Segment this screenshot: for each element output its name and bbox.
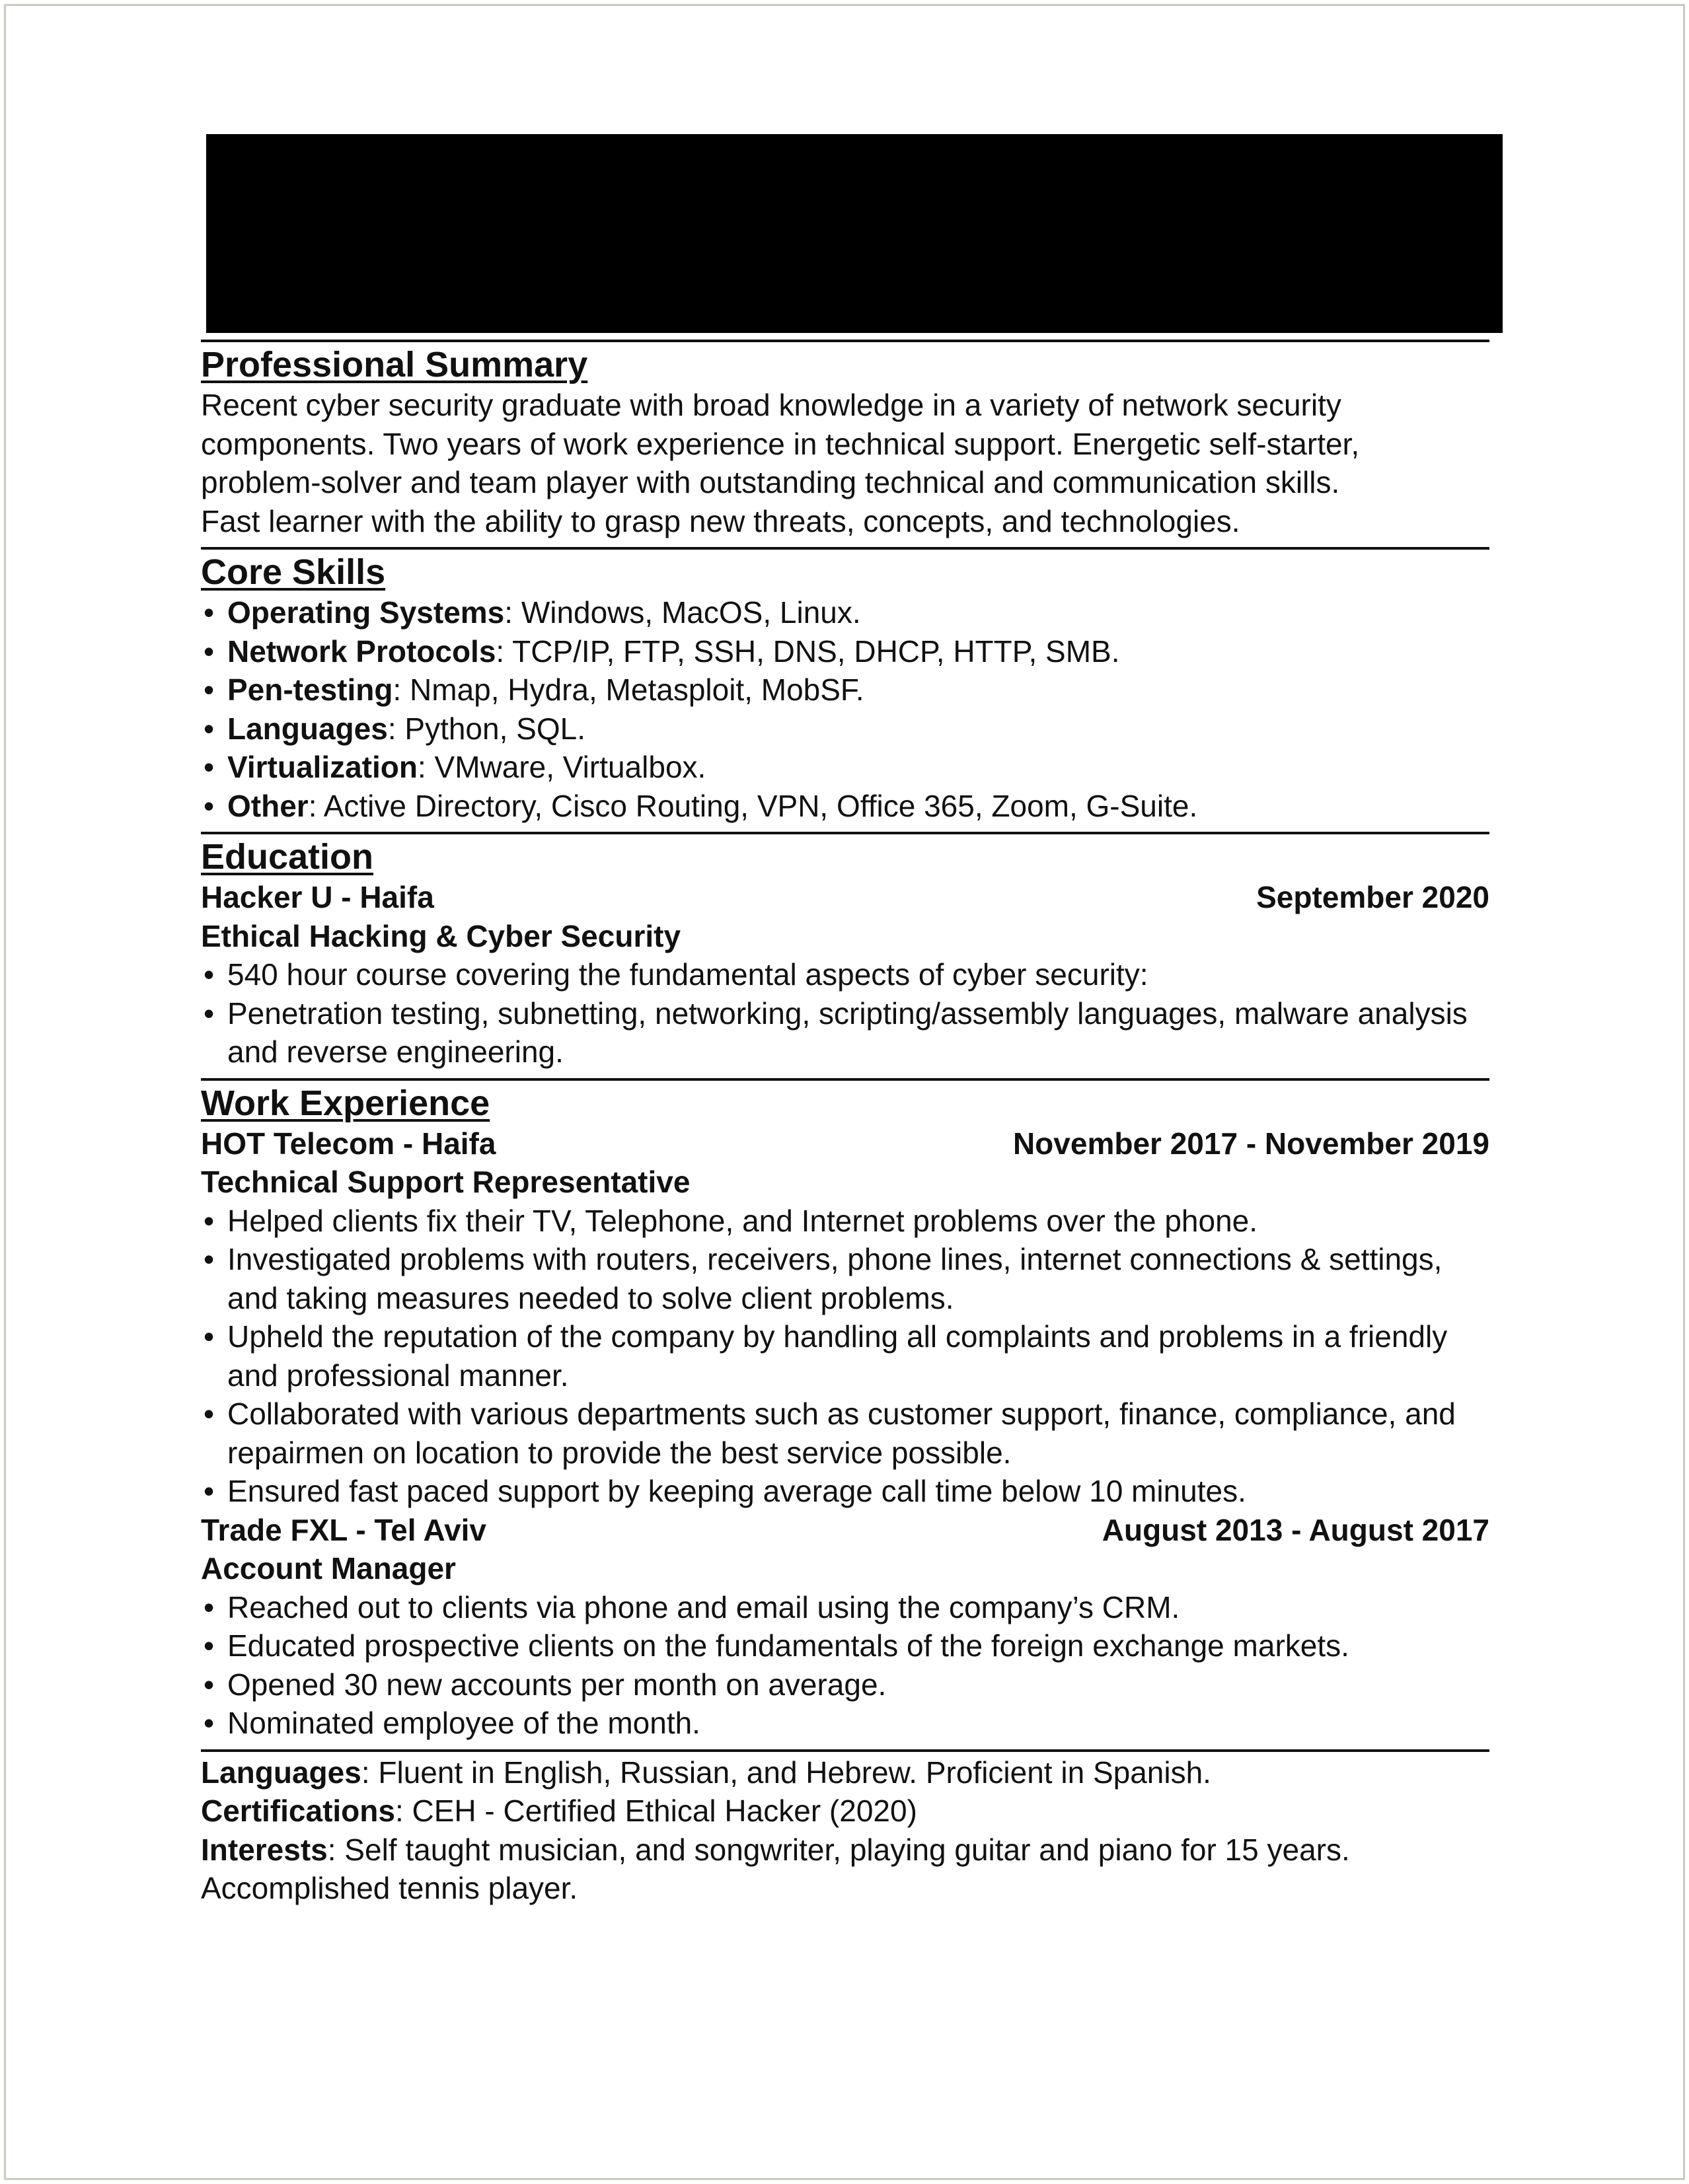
bullet-icon: • (204, 996, 215, 1031)
company-name: Trade FXL - Tel Aviv (201, 1512, 487, 1547)
skill-value: : Active Directory, Cisco Routing, VPN, Office 365, Zoom, G-Suite. (308, 788, 1198, 823)
section-divider (201, 547, 1489, 550)
job-bullet-text: Ensured fast paced support by keeping average call time below 10 minutes. (227, 1474, 1246, 1508)
bullet-icon: • (204, 1319, 215, 1354)
job-role: Account Manager (201, 1551, 456, 1585)
job-bullet-text: Upheld the reputation of the company by handling all complaints and problems in a friendly and professional manner. (227, 1319, 1448, 1393)
bullet-icon: • (204, 1628, 215, 1663)
skill-value: : Windows, MacOS, Linux. (504, 595, 861, 630)
education-header-row (201, 878, 1489, 917)
summary-line: Recent cyber security graduate with broad knowledge in a variety of network security (201, 388, 1341, 422)
work-section (201, 1082, 1489, 1743)
skill-label: Other (227, 788, 309, 823)
job-header-row (201, 1511, 1489, 1550)
program-name: Ethical Hacking & Cyber Security (201, 918, 681, 953)
bullet-icon: • (204, 673, 215, 707)
school-name: Hacker U - Haifa (201, 880, 434, 914)
summary-line: Fast learner with the ability to grasp new threats, concepts, and technologies. (201, 503, 1240, 538)
summary-line: problem-solver and team player with outstanding technical and communication skills. (201, 465, 1340, 499)
skill-item (201, 593, 1489, 632)
job-bullets (201, 1588, 1489, 1743)
summary-line: components. Two years of work experience in technical support. Energetic self-starter, (201, 426, 1360, 461)
skill-label: Virtualization (227, 750, 418, 784)
extras-section (201, 1753, 1489, 1908)
education-bullet (201, 955, 1489, 994)
job-bullet (201, 1240, 1489, 1317)
skill-label: Languages (227, 711, 388, 746)
certifications-value: : CEH - Certified Ethical Hacker (2020) (394, 1794, 917, 1828)
job-bullet-text: Helped clients fix their TV, Telephone, and Internet problems over the phone. (227, 1203, 1258, 1238)
skill-item (201, 710, 1489, 748)
summary-section (201, 344, 1489, 540)
job-bullet-text: Opened 30 new accounts per month on average. (227, 1667, 887, 1702)
skill-label: Operating Systems (227, 595, 505, 630)
certifications-line (201, 1792, 1489, 1831)
work-title: Work Experience (201, 1083, 490, 1123)
job-bullet (201, 1317, 1489, 1395)
job-bullet-text: Investigated problems with routers, receivers, phone lines, internet connections & settings, and taking measures needed to solve client problems. (227, 1242, 1443, 1315)
skill-item (201, 787, 1489, 826)
job-bullet (201, 1395, 1489, 1472)
job-bullets (201, 1202, 1489, 1511)
certifications-label: Certifications (201, 1794, 395, 1828)
bullet-icon: • (204, 750, 215, 784)
languages-value: : Fluent in English, Russian, and Hebrew. Proficient in Spanish. (361, 1755, 1211, 1790)
job-bullet (201, 1704, 1489, 1743)
job-header-row (201, 1124, 1489, 1163)
interests-label: Interests (201, 1832, 328, 1867)
bullet-icon: • (204, 1397, 215, 1431)
job-dates: November 2017 - November 2019 (1012, 1126, 1489, 1161)
job-bullet (201, 1472, 1489, 1511)
skills-title: Core Skills (201, 552, 386, 592)
job-bullet-text: Reached out to clients via phone and email using the company’s CRM. (227, 1589, 1180, 1624)
skill-value: : Python, SQL. (387, 711, 585, 746)
education-list (201, 955, 1489, 1072)
section-divider (201, 340, 1489, 342)
interests-value: : Self taught musician, and songwriter, playing guitar and piano for 15 years. Accomplished tennis player. (201, 1832, 1350, 1905)
education-section (201, 836, 1489, 1072)
job-bullet (201, 1588, 1489, 1627)
section-divider (201, 1749, 1489, 1752)
skills-section (201, 551, 1489, 825)
bullet-icon: • (204, 1474, 215, 1508)
resume-body (201, 340, 1489, 1908)
bullet-icon: • (204, 788, 215, 823)
job-bullet-text: Nominated employee of the month. (227, 1706, 700, 1740)
redacted-header (206, 134, 1503, 333)
interests-line (201, 1831, 1489, 1908)
skill-label: Pen-testing (227, 673, 393, 707)
job-role: Technical Support Representative (201, 1165, 691, 1199)
section-divider (201, 1078, 1489, 1081)
skill-value: : Nmap, Hydra, Metasploit, MobSF. (393, 673, 864, 707)
job-bullet (201, 1626, 1489, 1665)
education-date: September 2020 (1256, 880, 1489, 914)
section-divider (201, 832, 1489, 834)
bullet-icon: • (204, 1589, 215, 1624)
summary-title: Professional Summary (201, 345, 588, 384)
education-bullet-text: 540 hour course covering the fundamental aspects of cyber security: (227, 957, 1148, 992)
skill-value: : VMware, Virtualbox. (417, 750, 706, 784)
bullet-icon: • (204, 1242, 215, 1276)
skill-label: Network Protocols (227, 634, 496, 669)
skill-item (201, 632, 1489, 671)
job-bullet-text: Educated prospective clients on the fundamentals of the foreign exchange markets. (227, 1628, 1349, 1663)
bullet-icon: • (204, 1667, 215, 1702)
education-bullet (201, 994, 1489, 1072)
languages-label: Languages (201, 1755, 361, 1790)
education-bullet-text: Penetration testing, subnetting, networking, scripting/assembly languages, malware analysis and reverse engineering. (227, 996, 1468, 1069)
job-bullet-text: Collaborated with various departments such as customer support, finance, compliance, and repairmen on location to provide the best service possible. (227, 1397, 1456, 1470)
skill-item (201, 671, 1489, 710)
skills-list (201, 593, 1489, 825)
bullet-icon: • (204, 595, 215, 630)
job-bullet (201, 1202, 1489, 1241)
skill-item (201, 748, 1489, 787)
education-title: Education (201, 837, 374, 877)
company-name: HOT Telecom - Haifa (201, 1126, 496, 1161)
bullet-icon: • (204, 711, 215, 746)
bullet-icon: • (204, 1706, 215, 1740)
bullet-icon: • (204, 634, 215, 669)
job-dates: August 2013 - August 2017 (1102, 1512, 1489, 1547)
languages-line (201, 1753, 1489, 1792)
bullet-icon: • (204, 957, 215, 992)
skill-value: : TCP/IP, FTP, SSH, DNS, DHCP, HTTP, SMB. (496, 634, 1120, 669)
job-bullet (201, 1665, 1489, 1704)
bullet-icon: • (204, 1203, 215, 1238)
